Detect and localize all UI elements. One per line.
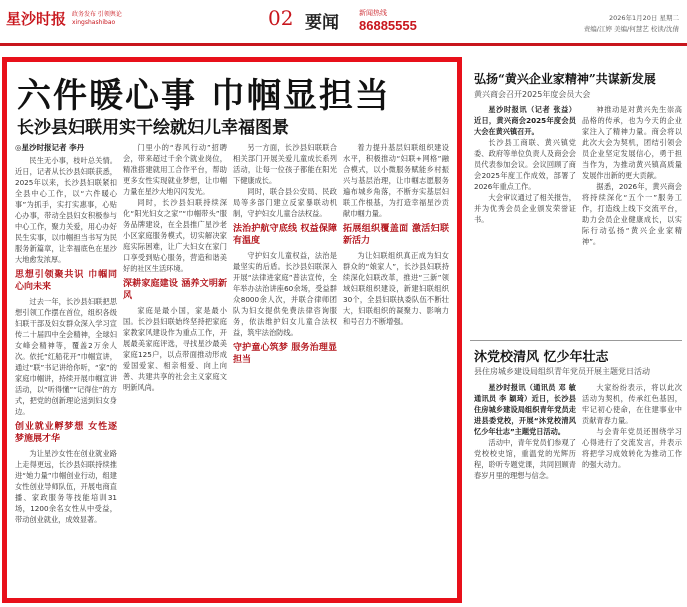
logo-slogan-line-1: 政务发布 引领舆论 (72, 10, 122, 18)
paragraph: 活动中，青年党员们参观了党校校史馆，重温党的光辉历程，聆听专题党课，共同回顾青春岁月里的理想与信念。 (474, 438, 576, 480)
divider (470, 340, 682, 341)
section-name: 要闻 (305, 13, 339, 33)
paragraph: 与会青年党员还围绕学习心得进行了交流发言，并表示将把学习成效转化为推动工作的强大动力。 (582, 427, 682, 469)
hotline-number: 86885555 (359, 18, 417, 33)
main-subheadline: 长沙县妇联用实干绘就妇儿幸福图景 (17, 118, 289, 138)
right-article-2-byline: 星沙时报讯（通讯员 邓 敏 通讯员 李 颖琦）近日，长沙县住房城乡建设局组织青年党员走进县委党校，开展“沐党校清风 忆少年壮志”主题党日活动。 (474, 383, 576, 436)
paragraph: 着力提升基层妇联组织建设水平，积极推动“妇联+网格”融合模式，以小微服务赋能乡村振兴与基层治理，让巾帼志愿服务遍布城乡角落，不断夯实基层妇联工作根基，为打造幸福星沙贡献巾帼力量。 (343, 143, 449, 218)
paragraph: 大家纷纷表示，将以此次活动为契机，传承红色基因，牢记初心使命，在住建事业中贡献青春力量。 (582, 383, 682, 425)
right-article-2-subheadline: 县住房城乡建设局组织青年党员开展主题党日活动 (474, 367, 650, 376)
paragraph: 守护妇女儿童权益，法治是最坚实的后盾。长沙县妇联深入开展“法律进家庭”普法宣传，全年举办法治讲座60余场，受益群众8000余人次，并联合律师团队为妇女提供免费法律咨询服务，依法维护妇女儿童合法权益，筑牢法治防线。 (233, 251, 337, 337)
paragraph: 为让星沙女性在创业就业路上走得更远，长沙县妇联持续推进“她力量”巾帼创业行动，组建女性创业导师队伍，开展电商直播、家政服务等技能培训31场，1200余名女性从中受益，带动创业就业，成效显著。 (15, 449, 117, 524)
hotline-label: 新闻热线 (359, 9, 387, 17)
article-byline: ◎星沙时报记者 李丹 (15, 143, 85, 152)
paragraph: 过去一年，长沙县妇联把思想引领工作摆在首位，组织各级妇联干部及妇女群众深入学习宣传二十届四中全会精神，全球妇女峰会精神等，覆盖2万余人次。依托“红船花开”巾帼宣讲，通过“联”书记讲给你听，“家”的家庭巾帼讲，持续开展巾帼宣讲活动，以“听得懂”“记得住”的方式，把党的创新理论送到妇女身边。 (15, 297, 117, 416)
issue-date: 2026年1月20日 星期二 (608, 14, 679, 22)
article-column-2 (123, 142, 227, 600)
logo-slogan (72, 11, 122, 27)
section-heading: 法治护航守底线 权益保障有温度 (233, 224, 337, 246)
article-column-4 (343, 142, 449, 600)
page-number: 02 (268, 6, 294, 30)
masthead (0, 0, 687, 46)
paragraph: 长沙县工商联、黄兴镇党委、政府等单位负责人及商会会员代表参加会议。会议回顾了商会2025年度工作成效，部署了2026年重点工作。 (474, 138, 576, 191)
right-article-1-byline: 星沙时报讯（记者 张益）近日，黄兴商会2025年度会员大会在黄兴镇召开。 (474, 105, 576, 136)
right-article-2-column-1 (474, 382, 576, 602)
paragraph: 门里小的“春风行动”招聘会，带来超过千余个就业岗位，精准搭建就用工合作平台，帮助更多女性实现就业梦想，让巾帼力量在星沙大地闪闪发光。 (123, 143, 227, 196)
section-heading: 创业就业孵梦想 女性逐梦施展才华 (15, 422, 117, 444)
logo-text: 星沙时报 (6, 10, 67, 28)
paragraph: 同时，联合县公安局、民政局等多部门建立反家暴联动机制，守护妇女儿童合法权益。 (233, 187, 337, 218)
right-article-1-column-1 (474, 104, 576, 336)
section-heading: 拓展组织覆盖面 激活妇联新活力 (343, 224, 449, 246)
section-heading: 守护童心筑梦 服务治理显担当 (233, 343, 337, 365)
paragraph: 民生无小事，枝叶总关情。近日，记者从长沙县妇联获悉，2025年以来，长沙县妇联紧扣全县中心工作，以“六件暖心事”为抓手，实打实惠事，心贴心办事，带动全县妇女积极参与中心工作，聚力关爱，用心办好民生实事，以巾帼担当书写为民服务新篇章，让幸福底色在星沙大地愈发浓厚。 (15, 156, 117, 264)
newspaper-logo (6, 8, 122, 29)
right-article-2-column-2 (582, 382, 682, 602)
paragraph: 同时，长沙县妇联持续深化“阳光妇女之家”“巾帼带头”服务品牌建设，在全县推广星沙老小区家庭服务模式，切实解决家庭实际困难，让广大妇女在家门口享受到贴心服务，营造和谐美好的社区生活环境。 (123, 198, 227, 273)
paragraph: 大会审议通过了相关报告，并为优秀会员企业颁发荣誉证书。 (474, 193, 576, 224)
editor-credits: 责编/江婷 美编/何慧艺 校读/沈倩 (583, 25, 679, 33)
right-article-1-headline: 弘扬“黄兴企业家精神”共谋新发展 (474, 72, 656, 86)
paragraph: 另一方面，长沙县妇联联合相关部门开展关爱儿童成长系列活动，让每一位孩子都能在阳光下健康成长。 (233, 143, 337, 185)
article-byline-text: 星沙时报记者 李丹 (21, 143, 85, 152)
right-article-1-column-2 (582, 104, 682, 336)
paragraph: 神推动是对黄兴先生崇高品格的传承，也为今天的企业家注入了精神力量。商会将以此次大会为契机，团结引领会员企业坚定发展信心，勇于担当作为，为推动黄兴镇高质量发展作出新的更大贡献。 (582, 105, 682, 180)
section-heading: 思想引领聚共识 巾帼同心向未来 (15, 270, 117, 292)
logo-slogan-line-2: xingshashibao (72, 18, 116, 26)
paragraph: 家庭是最小国，家是最小国。长沙县妇联始终坚持把家庭家教家风建设作为重点工作，开展最美家庭评选，寻找星沙最美家庭125户，以点带面推动形成爱国爱家、相亲相爱、向上向善、共建共享的社会主义家庭文明新风尚。 (123, 306, 227, 392)
right-article-2-headline: 沐党校清风 忆少年壮志 (474, 350, 609, 365)
paragraph: 为让妇联组织真正成为妇女群众的“娘家人”，长沙县妇联持续深化妇联改革，推进“三新”领域妇联组织建设，新建妇联组织30个，全县妇联执委队伍不断壮大，妇联组织的凝聚力、影响力和号召力不断增强。 (343, 251, 449, 326)
article-column-1 (15, 142, 117, 600)
main-article (2, 57, 462, 603)
main-headline: 六件暖心事 巾帼显担当 (17, 76, 391, 116)
article-column-3 (233, 142, 337, 600)
section-heading: 深耕家庭建设 涵养文明新风 (123, 279, 227, 301)
paragraph: 据悉，2026年，黄兴商会将持续深化“五个一”服务工作，打造线上线下交流平台，助力会员企业健康成长，以实际行动弘扬“黄兴企业家精神”。 (582, 182, 682, 246)
right-article-1-subheadline: 黄兴商会召开2025年度会员大会 (474, 90, 591, 99)
